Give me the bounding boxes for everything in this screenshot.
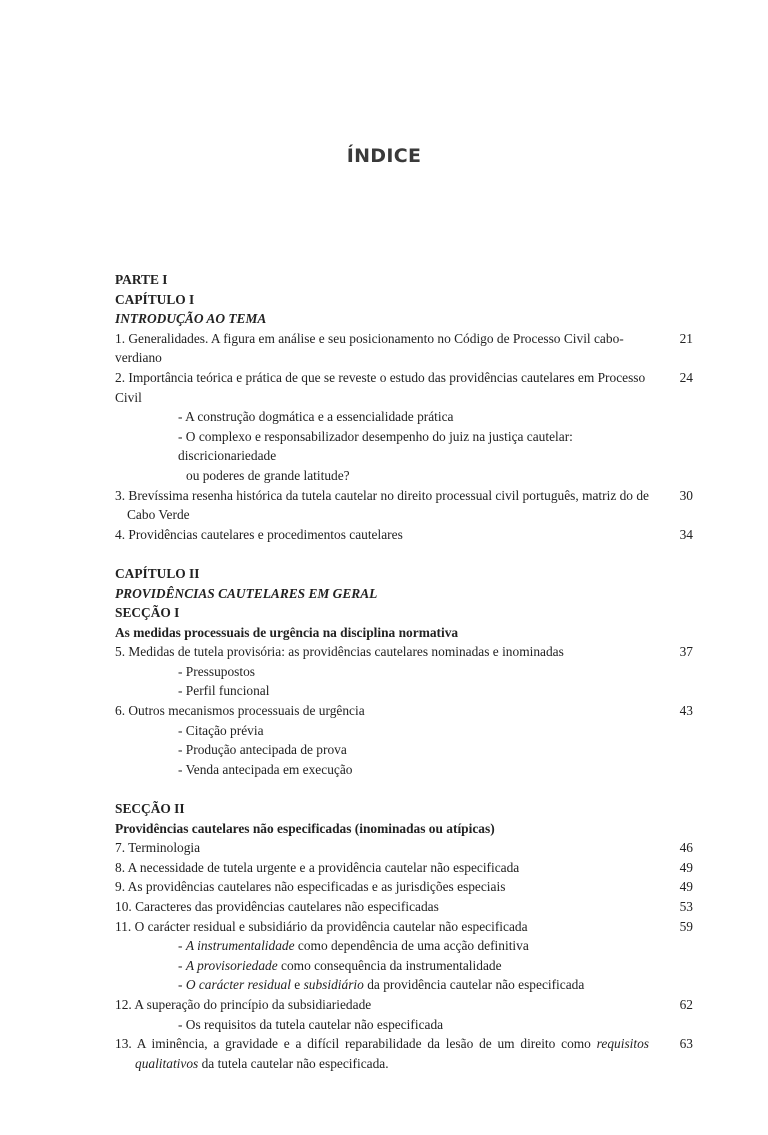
toc-subentry[interactable]: - O carácter residual e subsidiário da providência cautelar não especificada (178, 977, 585, 993)
page-number: 30 (679, 487, 693, 503)
toc-entry[interactable]: 1. Generalidades. A figura em análise e seu posicionamento no Código de Processo Civil cabo-verdiano 21 (115, 330, 693, 366)
chapter-2-subtitle: PROVIDÊNCIAS CAUTELARES EM GERAL (115, 585, 378, 601)
page-number: 59 (679, 918, 693, 934)
toc-entry[interactable]: 7. Terminologia 46 (115, 838, 693, 858)
toc-entry[interactable]: 12. A superação do princípio da subsidiariedade 62 (115, 995, 693, 1015)
page-number: 24 (679, 369, 693, 385)
toc-entry[interactable]: 11. O carácter residual e subsidiário da providência cautelar não especificada 59 (115, 917, 693, 937)
page-number: 21 (679, 330, 693, 346)
chapter-1-subtitle: INTRODUÇÃO AO TEMA (115, 311, 267, 327)
table-of-contents (115, 270, 693, 1073)
page-number: 34 (679, 526, 693, 542)
toc-subentry[interactable]: - Perfil funcional (178, 683, 270, 699)
section-1-heading: SECÇÃO I (115, 605, 180, 621)
toc-subentry[interactable]: - Os requisitos da tutela cautelar não especificada (178, 1016, 444, 1032)
toc-subentry[interactable]: - Venda antecipada em execução (178, 761, 353, 777)
toc-entry[interactable]: 8. A necessidade de tutela urgente e a providência cautelar não especificada 49 (115, 858, 693, 878)
section-2-title: Providências cautelares não especificadas (inominadas ou atípicas) (115, 820, 495, 836)
toc-subentry[interactable]: - Citação prévia (178, 722, 264, 738)
toc-subentry[interactable]: - A construção dogmática e a essencialidade prática (178, 409, 454, 425)
toc-subentry[interactable]: - A provisoriedade como consequência da instrumentalidade (178, 957, 502, 973)
toc-subentry[interactable]: - Produção antecipada de prova (178, 742, 347, 758)
toc-entry[interactable]: 9. As providências cautelares não especificadas e as jurisdições especiais 49 (115, 877, 693, 897)
toc-entry[interactable]: 5. Medidas de tutela provisória: as providências cautelares nominadas e inominadas 37 (115, 642, 693, 662)
page-number: 49 (679, 879, 693, 895)
toc-subentry[interactable]: - A instrumentalidade como dependência de uma acção definitiva (178, 938, 529, 954)
section-2-heading: SECÇÃO II (115, 801, 185, 817)
toc-entry[interactable]: 6. Outros mecanismos processuais de urgência 43 (115, 701, 693, 721)
toc-entry[interactable]: 3. Brevíssima resenha histórica da tutela cautelar no direito processual civil português, matriz do de Cabo Verde 30 (115, 487, 693, 523)
part-heading: PARTE I (115, 272, 168, 287)
chapter-2-heading: CAPÍTULO II (115, 565, 200, 581)
section-1-title: As medidas processuais de urgência na disciplina normativa (115, 624, 459, 640)
toc-subentry[interactable]: - Pressupostos (178, 663, 256, 679)
page-number: 63 (679, 1036, 693, 1052)
page-number: 62 (679, 996, 693, 1012)
page-number: 49 (679, 859, 693, 875)
toc-entry[interactable]: 4. Providências cautelares e procedimentos cautelares 34 (115, 525, 693, 545)
page-number: 53 (679, 899, 693, 914)
toc-entry[interactable]: 13. A iminência, a gravidade e a difícil reparabilidade da lesão de um direito como requisitos qualitativos da tutela cautelar não especificada. 63 (115, 1036, 693, 1071)
page-number: 37 (679, 644, 693, 660)
index-title: ÍNDICE (346, 145, 422, 167)
page-number: 43 (679, 703, 693, 719)
page-number: 46 (679, 840, 693, 856)
toc-entry[interactable]: 2. Importância teórica e prática de que se reveste o estudo das providências cautelares em Processo Civil 24 (115, 369, 693, 405)
toc-subentry[interactable]: - O complexo e responsabilizador desempenho do juiz na justiça cautelar: discricionariedade ou poderes de grande latitude? (178, 428, 573, 483)
chapter-1-heading: CAPÍTULO I (115, 291, 195, 307)
toc-entry[interactable]: 10. Caracteres das providências cautelares não especificadas 53 (115, 897, 693, 917)
